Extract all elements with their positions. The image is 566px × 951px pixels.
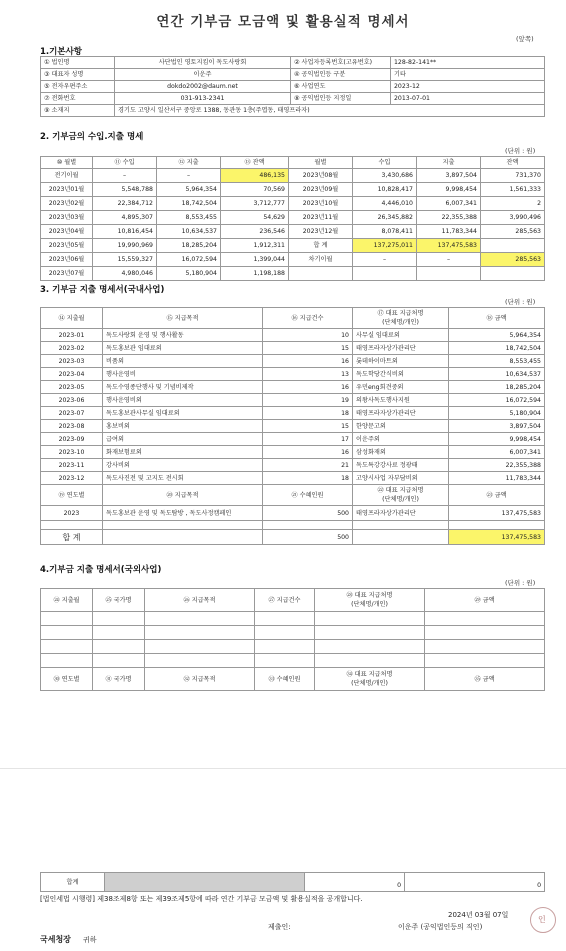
column-header: ㉓ 금액 — [449, 485, 545, 506]
expense-payee: 독도학당간식비외 — [353, 368, 449, 381]
blank-cell — [255, 654, 315, 668]
amount-cell: 26,345,882 — [353, 211, 417, 225]
column-header: ㉖ 지급목적 — [145, 589, 255, 612]
income-expense-row — [41, 253, 545, 267]
column-header: ㉞ 대표 지급처명 (단체명/개인) — [315, 668, 425, 691]
basic-info-label: ⑦ 전화번호 — [41, 93, 115, 105]
yearly-amount: 137,475,583 — [449, 506, 545, 521]
month-cell: 2023년08월 — [289, 169, 353, 183]
blank-cell — [449, 521, 545, 530]
column-header: ㉟ 금액 — [425, 668, 545, 691]
blank-cell — [41, 654, 93, 668]
blank-cell — [425, 640, 545, 654]
expense-payee: 고양시사업 자부담비외 — [353, 472, 449, 485]
domestic-expense-table — [40, 307, 545, 545]
domestic-row — [41, 433, 545, 446]
blank-cell — [263, 521, 353, 530]
amount-cell — [481, 267, 545, 281]
blank-cell — [145, 612, 255, 626]
amount-cell: 10,634,537 — [157, 225, 221, 239]
expense-purpose: 독도홍보관사무실 임대료외 — [103, 407, 263, 420]
amount-cell: 8,078,411 — [353, 225, 417, 239]
domestic-row — [41, 472, 545, 485]
expense-purpose: 급여외 — [103, 433, 263, 446]
amount-cell: 18,285,204 — [157, 239, 221, 253]
blank-cell — [93, 612, 145, 626]
amount-cell: 285,563 — [481, 253, 545, 267]
basic-info-label: ⑥ 사업연도 — [291, 81, 391, 93]
expense-payee: 의왕사독도행사지원 — [353, 394, 449, 407]
income-expense-table — [40, 156, 545, 281]
domestic-row — [41, 355, 545, 368]
month-cell: 2023년10월 — [289, 197, 353, 211]
amount-cell: 22,384,712 — [93, 197, 157, 211]
column-header: ⑰ 대표 지급처명 (단체명/개인) — [353, 308, 449, 329]
expense-amount: 8,553,455 — [449, 355, 545, 368]
overseas-empty-row — [41, 654, 545, 668]
domestic-yearly-row — [41, 506, 545, 521]
month-cell: 차기이월 — [289, 253, 353, 267]
amount-cell: – — [157, 169, 221, 183]
total-label: 합 계 — [41, 530, 103, 545]
overseas-yearly-header-row — [41, 668, 545, 691]
expense-count: 15 — [263, 420, 353, 433]
expense-month: 2023-08 — [41, 420, 103, 433]
expense-purpose: 독도사진전 및 고지도 전시회 — [103, 472, 263, 485]
expense-month: 2023-02 — [41, 342, 103, 355]
expense-purpose: 홍보비외 — [103, 420, 263, 433]
blank-cell — [93, 654, 145, 668]
basic-info-value: dokdo2002@daum.net — [115, 81, 291, 93]
blank-cell — [315, 640, 425, 654]
expense-purpose: 행사운영비 — [103, 368, 263, 381]
amount-cell: 1,561,333 — [481, 183, 545, 197]
expense-purpose: 독도사랑회 운영 및 행사활동 — [103, 329, 263, 342]
blank-cell — [41, 612, 93, 626]
column-header: ⑬ 잔액 — [221, 157, 289, 169]
yearly-year: 2023 — [41, 506, 103, 521]
expense-count: 10 — [263, 329, 353, 342]
expense-purpose: 독도수영종단행사 및 기념비제작 — [103, 381, 263, 394]
income-expense-row — [41, 267, 545, 281]
expense-amount: 22,355,388 — [449, 459, 545, 472]
expense-count: 16 — [263, 381, 353, 394]
domestic-row — [41, 420, 545, 433]
column-header: 지출 — [417, 157, 481, 169]
expense-amount: 10,634,537 — [449, 368, 545, 381]
expense-payee: 태영프라자상가관리단 — [353, 407, 449, 420]
section-3-unit: (단위 : 원) — [505, 298, 536, 306]
column-header: ⑫ 지출 — [157, 157, 221, 169]
column-header: ㉝ 수혜인원 — [255, 668, 315, 691]
amount-cell: 15,559,327 — [93, 253, 157, 267]
domestic-row — [41, 368, 545, 381]
amount-cell: 2 — [481, 197, 545, 211]
column-header: ㉚ 연도별 — [41, 668, 93, 691]
recipient-suffix: 귀하 — [83, 936, 97, 944]
blank-cell — [103, 521, 263, 530]
month-cell: 2023년06월 — [41, 253, 93, 267]
column-header: ⑱ 금액 — [449, 308, 545, 329]
column-header: ⑳ 지급목적 — [103, 485, 263, 506]
month-cell — [289, 267, 353, 281]
basic-info-value: 2023-12 — [391, 81, 545, 93]
blank-cell — [145, 654, 255, 668]
column-header: ㉑ 수혜인원 — [263, 485, 353, 506]
total-count: 500 — [263, 530, 353, 545]
month-cell: 2023년11월 — [289, 211, 353, 225]
basic-info-table — [40, 56, 545, 117]
blank-cell — [353, 521, 449, 530]
basic-info-label: ① 법인명 — [41, 57, 115, 69]
domestic-blank-row — [41, 521, 545, 530]
amount-cell: 4,446,010 — [353, 197, 417, 211]
basic-info-value: 031-913-2341 — [115, 93, 291, 105]
expense-month: 2023-09 — [41, 433, 103, 446]
amount-cell: 4,895,307 — [93, 211, 157, 225]
column-header: ⑩ 월별 — [41, 157, 93, 169]
expense-month: 2023-07 — [41, 407, 103, 420]
expense-payee: 삼성화재외 — [353, 446, 449, 459]
expense-month: 2023-04 — [41, 368, 103, 381]
expense-amount: 18,285,204 — [449, 381, 545, 394]
blank-cell — [93, 640, 145, 654]
column-header: ㉔ 지출월 — [41, 589, 93, 612]
column-header: ⑭ 지출월 — [41, 308, 103, 329]
document-title: 연간 기부금 모금액 및 활용실적 명세서 — [156, 14, 410, 30]
amount-cell: 54,629 — [221, 211, 289, 225]
basic-info-label: ② 사업자등록번호(고유번호) — [291, 57, 391, 69]
expense-payee: 사무실 임대료외 — [353, 329, 449, 342]
expense-count: 15 — [263, 342, 353, 355]
basic-info-row — [41, 57, 545, 69]
blank-cell — [93, 626, 145, 640]
page-divider — [0, 768, 566, 769]
amount-cell — [417, 267, 481, 281]
footer-total-label: 합계 — [41, 873, 105, 892]
blank-cell — [315, 654, 425, 668]
amount-cell: 137,475,583 — [417, 239, 481, 253]
basic-info-value: 2013-07-01 — [391, 93, 545, 105]
amount-cell: 70,569 — [221, 183, 289, 197]
basic-info-value: 이운주 — [115, 69, 291, 81]
month-cell: 2023년07월 — [41, 267, 93, 281]
expense-amount: 3,897,504 — [449, 420, 545, 433]
address-value: 경기도 고양시 일산서구 중앙로 1388, 동관동 1층(주엽동, 태영프라자) — [115, 105, 545, 117]
domestic-yearly-header-row — [41, 485, 545, 506]
amount-cell: 11,783,344 — [417, 225, 481, 239]
column-header: 수입 — [353, 157, 417, 169]
column-header: ㉘ 대표 지급처명 (단체명/개인) — [315, 589, 425, 612]
expense-payee: 한양문고외 — [353, 420, 449, 433]
expense-count: 13 — [263, 368, 353, 381]
yearly-payee: 태영프라자상가관리단 — [353, 506, 449, 521]
blank-cell — [255, 640, 315, 654]
expense-amount: 5,180,904 — [449, 407, 545, 420]
amount-cell: 3,430,686 — [353, 169, 417, 183]
blank-cell — [145, 626, 255, 640]
footer-zero-2: 0 — [405, 873, 545, 892]
blank-cell — [255, 626, 315, 640]
expense-count: 16 — [263, 446, 353, 459]
amount-cell: 1,399,044 — [221, 253, 289, 267]
basic-info-value: 128-82-141** — [391, 57, 545, 69]
basic-info-label: ⑤ 전자우편주소 — [41, 81, 115, 93]
yearly-purpose: 독도홍보관 운영 및 독도탐방 , 독도사정캠페인 — [103, 506, 263, 521]
basic-info-value: 기타 — [391, 69, 545, 81]
expense-purpose: 행사운영비외 — [103, 394, 263, 407]
expense-month: 2023-10 — [41, 446, 103, 459]
basic-info-label: ④ 공익법인등 구분 — [291, 69, 391, 81]
submitter-label: 제출인: — [268, 923, 291, 931]
total-blank — [353, 530, 449, 545]
amount-cell: 22,355,388 — [417, 211, 481, 225]
amount-cell: 5,964,354 — [157, 183, 221, 197]
blank-cell — [315, 612, 425, 626]
expense-month: 2023-06 — [41, 394, 103, 407]
column-header: ⑯ 지급건수 — [263, 308, 353, 329]
month-cell: 2023년09월 — [289, 183, 353, 197]
expense-count: 18 — [263, 472, 353, 485]
total-amount: 137,475,583 — [449, 530, 545, 545]
column-header: ㉙ 금액 — [425, 589, 545, 612]
expense-amount: 18,742,504 — [449, 342, 545, 355]
basic-info-row — [41, 93, 545, 105]
section-4-heading: 4.기부금 지출 명세서(국외사업) — [40, 565, 162, 575]
blank-cell — [315, 626, 425, 640]
expense-amount: 11,783,344 — [449, 472, 545, 485]
domestic-row — [41, 459, 545, 472]
basic-info-value: 사단법인 영토지킴이 독도사랑회 — [115, 57, 291, 69]
expense-amount: 16,072,594 — [449, 394, 545, 407]
address-label: ⑨ 소재지 — [41, 105, 115, 117]
amount-cell: 1,912,311 — [221, 239, 289, 253]
month-cell: 합 계 — [289, 239, 353, 253]
column-header: ⑪ 수입 — [93, 157, 157, 169]
column-header: 잔액 — [481, 157, 545, 169]
footer-gray-cell — [105, 873, 305, 892]
expense-month: 2023-01 — [41, 329, 103, 342]
basic-info-row — [41, 105, 545, 117]
amount-cell — [481, 239, 545, 253]
month-cell: 2023년04월 — [41, 225, 93, 239]
amount-cell: 731,370 — [481, 169, 545, 183]
expense-payee: 롯데하이마트외 — [353, 355, 449, 368]
basic-info-row — [41, 81, 545, 93]
expense-amount: 5,964,354 — [449, 329, 545, 342]
domestic-row — [41, 407, 545, 420]
basic-info-label: ⑧ 공익법인등 지정일 — [291, 93, 391, 105]
income-expense-row — [41, 211, 545, 225]
amount-cell: 486,135 — [221, 169, 289, 183]
overseas-empty-row — [41, 612, 545, 626]
overseas-empty-row — [41, 626, 545, 640]
expense-count: 18 — [263, 407, 353, 420]
column-header: ㉜ 지급목적 — [145, 668, 255, 691]
blank-cell — [425, 612, 545, 626]
amount-cell: 236,546 — [221, 225, 289, 239]
amount-cell: – — [93, 169, 157, 183]
submit-date: 2024년 03월 07일 — [448, 911, 509, 919]
amount-cell: 5,548,788 — [93, 183, 157, 197]
overseas-empty-row — [41, 640, 545, 654]
column-header: 월별 — [289, 157, 353, 169]
column-header: ㉕ 국가명 — [93, 589, 145, 612]
total-blank — [103, 530, 263, 545]
footer-zero-1: 0 — [305, 873, 405, 892]
amount-cell: 8,553,455 — [157, 211, 221, 225]
amount-cell: 3,990,496 — [481, 211, 545, 225]
column-header: ⑮ 지급목적 — [103, 308, 263, 329]
expense-purpose: 화재보험료외 — [103, 446, 263, 459]
official-seal: 인 — [530, 907, 556, 933]
month-cell: 2023년12월 — [289, 225, 353, 239]
section-4-unit: (단위 : 원) — [505, 579, 536, 587]
expense-purpose: 비품외 — [103, 355, 263, 368]
domestic-row — [41, 381, 545, 394]
blank-cell — [145, 640, 255, 654]
amount-cell: 6,007,341 — [417, 197, 481, 211]
expense-amount: 9,998,454 — [449, 433, 545, 446]
month-cell: 2023년01월 — [41, 183, 93, 197]
domestic-row — [41, 394, 545, 407]
blank-cell — [41, 521, 103, 530]
amount-cell: 10,816,454 — [93, 225, 157, 239]
amount-cell: 18,742,504 — [157, 197, 221, 211]
amount-cell: 1,198,188 — [221, 267, 289, 281]
expense-month: 2023-12 — [41, 472, 103, 485]
amount-cell: 19,990,969 — [93, 239, 157, 253]
expense-month: 2023-03 — [41, 355, 103, 368]
column-header: ㉒ 대표 지급처명 (단체명/개인) — [353, 485, 449, 506]
column-header: ㉗ 지급건수 — [255, 589, 315, 612]
overseas-header-row — [41, 589, 545, 612]
amount-cell — [353, 267, 417, 281]
amount-cell: 137,275,011 — [353, 239, 417, 253]
section-2-unit: (단위 : 원) — [505, 147, 536, 155]
month-cell: 2023년05월 — [41, 239, 93, 253]
expense-month: 2023-11 — [41, 459, 103, 472]
basic-info-label: ③ 대표자 성명 — [41, 69, 115, 81]
law-text: [법인세법 시행령] 제38조제8항 또는 제39조제5항에 따라 연간 기부금 모금액 및 활용실적을 공개합니다. — [40, 895, 363, 903]
expense-amount: 6,007,341 — [449, 446, 545, 459]
amount-cell: 9,998,454 — [417, 183, 481, 197]
yearly-beneficiaries: 500 — [263, 506, 353, 521]
domestic-total-row — [41, 530, 545, 545]
expense-count: 21 — [263, 459, 353, 472]
section-3-heading: 3. 기부금 지출 명세서(국내사업) — [40, 285, 165, 295]
section-1-heading: 1.기본사항 — [40, 47, 82, 57]
income-expense-row — [41, 225, 545, 239]
submitter-name: 이운주 (공익법인등의 직인) — [398, 923, 483, 931]
column-header: ㉛ 국가명 — [93, 668, 145, 691]
month-cell: 2023년02월 — [41, 197, 93, 211]
blank-cell — [255, 612, 315, 626]
income-expense-row — [41, 197, 545, 211]
overseas-expense-table — [40, 588, 545, 691]
income-expense-header-row — [41, 157, 545, 169]
income-expense-row — [41, 183, 545, 197]
amount-cell: 16,072,594 — [157, 253, 221, 267]
domestic-row — [41, 446, 545, 459]
expense-count: 17 — [263, 433, 353, 446]
income-expense-row — [41, 239, 545, 253]
blank-cell — [425, 654, 545, 668]
expense-payee: 이운주외 — [353, 433, 449, 446]
amount-cell: 5,180,904 — [157, 267, 221, 281]
month-cell: 전기이월 — [41, 169, 93, 183]
page-mark: (앞쪽) — [516, 35, 534, 43]
domestic-row — [41, 329, 545, 342]
expense-payee: 태영프라자상가관리단 — [353, 342, 449, 355]
blank-cell — [41, 640, 93, 654]
amount-cell: – — [417, 253, 481, 267]
amount-cell: – — [353, 253, 417, 267]
amount-cell: 285,563 — [481, 225, 545, 239]
domestic-row — [41, 342, 545, 355]
income-expense-row — [41, 169, 545, 183]
column-header: ⑲ 연도별 — [41, 485, 103, 506]
expense-count: 19 — [263, 394, 353, 407]
expense-month: 2023-05 — [41, 381, 103, 394]
basic-info-row — [41, 69, 545, 81]
domestic-header-row — [41, 308, 545, 329]
expense-payee: 독도특강강사료 정광태 — [353, 459, 449, 472]
section-2-heading: 2. 기부금의 수입.지출 명세 — [40, 132, 144, 142]
amount-cell: 10,828,417 — [353, 183, 417, 197]
recipient: 국세청장 — [40, 935, 71, 944]
blank-cell — [425, 626, 545, 640]
amount-cell: 4,980,046 — [93, 267, 157, 281]
amount-cell: 3,712,777 — [221, 197, 289, 211]
expense-purpose: 독도홍보관 임대료외 — [103, 342, 263, 355]
expense-payee: 우민eng회견중외 — [353, 381, 449, 394]
month-cell: 2023년03월 — [41, 211, 93, 225]
blank-cell — [41, 626, 93, 640]
amount-cell: 3,897,504 — [417, 169, 481, 183]
expense-count: 16 — [263, 355, 353, 368]
footer-total-table — [40, 872, 545, 892]
expense-purpose: 강사비외 — [103, 459, 263, 472]
